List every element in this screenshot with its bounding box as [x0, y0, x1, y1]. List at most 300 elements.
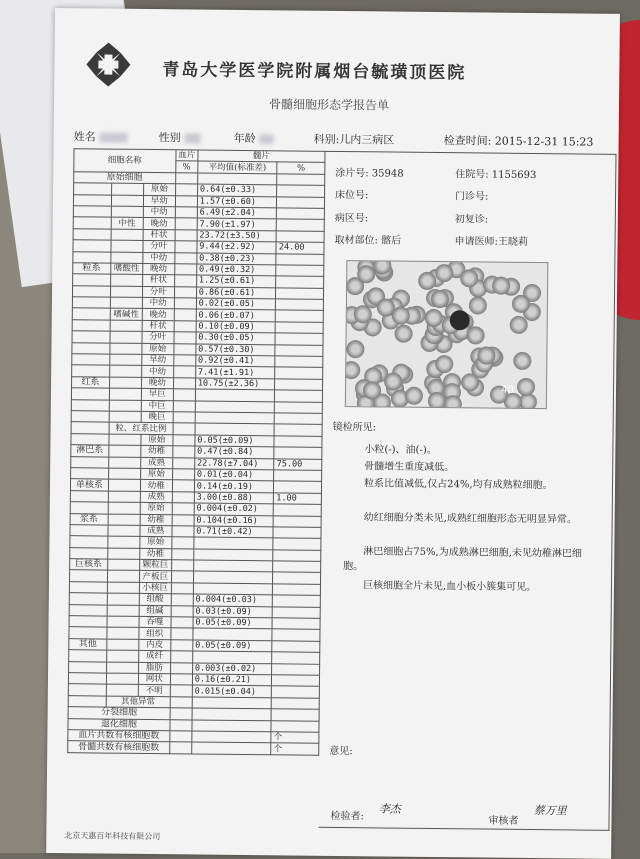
- table-cell: [276, 231, 324, 243]
- blood-pct-cell: [171, 640, 193, 652]
- blood-pct-cell: [174, 275, 196, 287]
- blood-cell: [418, 272, 436, 290]
- table-cell: 粒、红系比例: [109, 422, 173, 434]
- table-cell: [73, 274, 111, 286]
- table-cell: 血片共数有核细胞数: [68, 730, 170, 742]
- table-cell: [72, 365, 110, 377]
- table-cell: [69, 650, 107, 662]
- hospital-logo-icon: [84, 40, 133, 89]
- table-cell: [276, 310, 324, 322]
- table-cell: 9.44(±2.92): [197, 241, 277, 253]
- table-cell: [275, 379, 323, 391]
- table-cell: 脂肪: [138, 662, 170, 674]
- table-cell: [276, 288, 324, 300]
- table-cell: [197, 173, 277, 185]
- table-cell: [110, 343, 142, 355]
- table-cell: 个: [271, 743, 319, 755]
- table-cell: [107, 627, 139, 639]
- table-cell: [191, 742, 271, 754]
- slide-no: 涂片号: 35948: [335, 167, 404, 180]
- table-cell: 0.05(±0.09): [193, 640, 273, 652]
- magnification-label: 40: [501, 384, 515, 396]
- table-cell: 晚幼: [142, 309, 174, 321]
- table-cell: [107, 605, 139, 617]
- table-cell: [70, 536, 108, 548]
- blood-pct-cell: [171, 571, 193, 583]
- table-cell: 0.49(±0.32): [196, 264, 276, 276]
- table-cell: [73, 240, 111, 252]
- blood-pct-cell: [175, 230, 197, 242]
- table-cell: 嗜碱性: [110, 309, 142, 321]
- table-cell: [72, 320, 110, 332]
- table-cell: 早巨: [141, 389, 173, 401]
- finding-line: 粒系比值减低,仅占24%,均有成熟粒细胞。: [363, 478, 553, 492]
- table-cell: [195, 423, 275, 435]
- blood-pct-cell: [170, 651, 192, 663]
- table-cell: 幼稚: [140, 480, 172, 492]
- blood-cell: [357, 265, 375, 283]
- table-cell: [195, 401, 275, 413]
- table-cell: 内皮: [139, 639, 171, 651]
- table-cell: [69, 604, 107, 616]
- blood-pct-cell: [175, 184, 197, 196]
- table-cell: [109, 434, 141, 446]
- table-cell: [69, 627, 107, 639]
- blood-pct-cell: [169, 742, 191, 754]
- table-cell: [107, 639, 139, 651]
- finding-line: 幼红细胞分类未见,成熟红细胞形态无明显异常。: [363, 512, 577, 526]
- bed-no: 床位号:: [334, 189, 369, 202]
- table-cell: [108, 514, 140, 526]
- table-cell: 1.57(±0.60): [197, 196, 277, 208]
- table-cell: [110, 354, 142, 366]
- finding-line: 巨核细胞全片未见,血小板小簇集可见。: [362, 580, 537, 594]
- table-cell: [111, 229, 143, 241]
- table-cell: [70, 502, 108, 514]
- table-cell: [275, 413, 323, 425]
- table-cell: [195, 412, 275, 424]
- header-pct-marrow: %: [277, 162, 325, 174]
- table-cell: 22.78(±7.04): [194, 458, 274, 470]
- table-cell: 晚幼: [141, 377, 173, 389]
- header-blood: 血片: [176, 150, 198, 162]
- table-cell: [272, 652, 320, 664]
- table-cell: 中幼: [143, 252, 175, 264]
- table-cell: 6.49(±2.04): [197, 207, 277, 219]
- table-cell: [69, 593, 107, 605]
- blood-pct-cell: [174, 264, 196, 276]
- patient-info: [74, 128, 614, 150]
- blood-cell: [492, 277, 510, 295]
- blood-cell: [517, 378, 535, 396]
- table-cell: [275, 344, 323, 356]
- blood-pct-cell: [173, 389, 195, 401]
- table-cell: 0.38(±0.23): [197, 253, 277, 265]
- table-cell: 10.75(±2.36): [195, 378, 275, 390]
- blood-pct-cell: [174, 355, 196, 367]
- blood-pct-cell: [173, 366, 195, 378]
- table-cell: 1.25(±0.61): [196, 275, 276, 287]
- blood-pct-cell: [174, 309, 196, 321]
- table-cell: 原始: [141, 434, 173, 446]
- table-cell: 小核巨: [139, 582, 171, 594]
- opinion-label: 意见:: [329, 745, 353, 758]
- table-cell: [71, 422, 109, 434]
- blood-pct-cell: [170, 719, 192, 731]
- table-cell: 24.00: [276, 242, 324, 254]
- table-cell: 淋巴系: [71, 445, 109, 457]
- table-cell: 原始: [140, 468, 172, 480]
- table-cell: [106, 662, 138, 674]
- table-cell: [109, 411, 141, 423]
- table-cell: 晚幼: [143, 218, 175, 230]
- table-cell: 0.30(±0.05): [196, 332, 276, 344]
- table-cell: [273, 584, 321, 596]
- table-cell: 巨核系: [70, 559, 108, 571]
- blood-cell: [435, 355, 453, 373]
- table-cell: 0.47(±0.84): [195, 446, 275, 458]
- table-cell: 中幼: [143, 206, 175, 218]
- sample-site: 取材部位: 髂后: [334, 234, 402, 247]
- table-cell: 成熟: [140, 457, 172, 469]
- blood-pct-cell: [173, 435, 195, 447]
- table-cell: 杆状: [142, 320, 174, 332]
- table-cell: 幼稚: [140, 548, 172, 560]
- blood-pct-cell: [173, 423, 195, 435]
- table-cell: 7.90(±1.97): [197, 218, 277, 230]
- table-cell: [273, 595, 321, 607]
- table-cell: [273, 572, 321, 584]
- table-cell: 分叶: [143, 241, 175, 253]
- table-cell: [108, 491, 140, 503]
- header-pct-blood: %: [176, 161, 198, 173]
- table-cell: [106, 673, 138, 685]
- table-cell: [273, 538, 321, 550]
- table-cell: 0.05(±0.09): [193, 617, 273, 629]
- table-cell: [109, 377, 141, 389]
- table-cell: [273, 527, 321, 539]
- blood-pct-cell: [174, 332, 196, 344]
- table-cell: [110, 297, 142, 309]
- table-cell: 浆系: [70, 513, 108, 525]
- blood-cell: [467, 326, 485, 344]
- table-cell: 0.015(±0.04): [192, 685, 272, 697]
- report-paper: [46, 8, 620, 859]
- table-cell: [71, 433, 109, 445]
- blood-pct-cell: [171, 594, 193, 606]
- table-cell: [272, 686, 320, 698]
- blood-cell: [346, 340, 364, 358]
- table-cell: [193, 549, 273, 561]
- table-cell: 晚幼: [143, 263, 175, 275]
- table-cell: 幼稚: [140, 514, 172, 526]
- table-cell: [276, 265, 324, 277]
- table-cell: [70, 525, 108, 537]
- blood-cell: [460, 269, 478, 287]
- table-cell: 杆状: [143, 229, 175, 241]
- table-cell: [110, 331, 142, 343]
- header-mean: 平均值(标准差): [198, 161, 278, 173]
- company-name: 北京天惠百年科技有限公司: [64, 831, 161, 842]
- table-cell: [72, 308, 110, 320]
- table-cell: [272, 675, 320, 687]
- table-cell: 分叶: [142, 332, 174, 344]
- table-cell: [274, 504, 322, 516]
- table-cell: [276, 276, 324, 288]
- table-cell: 杆状: [142, 275, 174, 287]
- table-cell: [109, 366, 141, 378]
- table-cell: [69, 661, 107, 673]
- table-cell: 0.06(±0.07): [196, 309, 276, 321]
- blood-cell: [444, 395, 462, 409]
- table-row: [68, 741, 319, 755]
- blood-cell: [477, 346, 495, 364]
- table-cell: 0.14(±0.19): [194, 480, 274, 492]
- table-cell: [111, 195, 143, 207]
- table-cell: 成纤: [138, 651, 170, 663]
- blood-pct-cell: [174, 321, 196, 333]
- table-cell: [277, 185, 325, 197]
- blood-cell: [405, 387, 423, 405]
- table-cell: [274, 447, 322, 459]
- blood-cell: [510, 316, 528, 334]
- blood-cell: [377, 298, 395, 316]
- finding-line: 骨髓增生重度减低。: [364, 461, 455, 474]
- blood-pct-cell: [172, 480, 194, 492]
- ward-no: 病区号:: [334, 212, 369, 225]
- table-cell: [192, 651, 272, 663]
- table-cell: [73, 228, 111, 240]
- blood-pct-cell: [170, 662, 192, 674]
- blood-pct-cell: [171, 617, 193, 629]
- table-cell: [194, 537, 274, 549]
- table-cell: [272, 629, 320, 641]
- blood-pct-cell: [170, 731, 192, 743]
- table-cell: 成熟: [140, 525, 172, 537]
- table-cell: [111, 183, 143, 195]
- blood-pct-cell: [172, 514, 194, 526]
- table-cell: [275, 333, 323, 345]
- table-cell: [110, 274, 142, 286]
- table-cell: 个: [271, 732, 319, 744]
- table-cell: [109, 388, 141, 400]
- table-cell: [73, 194, 111, 206]
- table-cell: [69, 570, 107, 582]
- blood-pct-cell: [172, 469, 194, 481]
- table-cell: 原始: [143, 184, 175, 196]
- table-cell: 原始细胞: [74, 171, 176, 183]
- table-cell: 1.00: [274, 493, 322, 505]
- table-cell: [108, 525, 140, 537]
- table-cell: [192, 731, 272, 743]
- table-cell: [69, 582, 107, 594]
- table-cell: 中性: [111, 217, 143, 229]
- lymphocyte-cell: [450, 310, 470, 330]
- table-cell: [110, 320, 142, 332]
- table-cell: 原始: [140, 503, 172, 515]
- table-cell: [272, 641, 320, 653]
- table-cell: 粒系: [73, 263, 111, 275]
- blood-pct-cell: [171, 583, 193, 595]
- table-cell: 7.41(±1.91): [195, 366, 275, 378]
- table-cell: 组酸: [139, 594, 171, 606]
- blood-cell: [512, 295, 530, 313]
- table-cell: 0.01(±0.04): [194, 469, 274, 481]
- table-cell: [275, 401, 323, 413]
- clinic-no: 门诊号:: [454, 191, 489, 203]
- table-cell: [195, 389, 275, 401]
- table-cell: [192, 697, 272, 709]
- table-cell: [72, 354, 110, 366]
- blood-pct-cell: [171, 628, 193, 640]
- table-cell: [71, 456, 109, 468]
- blood-pct-cell: [175, 195, 197, 207]
- table-cell: 吞噬: [139, 616, 171, 628]
- table-cell: 退化细胞: [68, 718, 170, 730]
- header-cell-name: 细胞名称: [74, 149, 176, 173]
- table-cell: 0.57(±0.30): [196, 344, 276, 356]
- table-cell: [71, 399, 109, 411]
- dept-field: 科别:儿内三病区: [313, 132, 395, 147]
- table-cell: 嗜酸性: [111, 263, 143, 275]
- table-cell: [107, 559, 139, 571]
- table-cell: [68, 695, 106, 707]
- table-cell: 0.104(±0.16): [194, 514, 274, 526]
- table-cell: 75.00: [274, 458, 322, 470]
- exam-time: 检查时间: 2015-12-31 15:23: [443, 134, 594, 149]
- table-cell: [193, 571, 273, 583]
- microscope-image: [345, 260, 549, 409]
- blood-pct-cell: [171, 560, 193, 572]
- table-cell: 早幼: [142, 354, 174, 366]
- table-cell: [106, 684, 138, 696]
- table-cell: [107, 582, 139, 594]
- blood-pct-cell: [172, 537, 194, 549]
- table-cell: [277, 219, 325, 231]
- table-cell: [72, 297, 110, 309]
- table-cell: [193, 583, 273, 595]
- table-cell: [276, 322, 324, 334]
- table-cell: [74, 183, 112, 195]
- blood-cell: [425, 309, 443, 327]
- table-cell: [109, 400, 141, 412]
- findings-title: 镜检所见:: [332, 421, 377, 434]
- table-cell: 原始: [140, 537, 172, 549]
- table-cell: 成熟: [140, 491, 172, 503]
- reviewer-label: 审核者: [488, 815, 519, 827]
- table-cell: [68, 684, 106, 696]
- table-cell: 0.92(±0.41): [196, 355, 276, 367]
- table-cell: 不明: [138, 685, 170, 697]
- table-cell: [107, 650, 139, 662]
- table-cell: 中幼: [142, 298, 174, 310]
- blood-pct-cell: [175, 218, 197, 230]
- blood-pct-cell: [173, 378, 195, 390]
- table-cell: 分裂细胞: [68, 707, 170, 719]
- finding-line: 小粒(-)、油(-)。: [364, 444, 437, 457]
- sex-field: 性别: [159, 129, 201, 145]
- table-cell: [276, 299, 324, 311]
- reviewer-signature: 蔡万里: [533, 804, 567, 818]
- report-title: 骨髓细胞形态学报告单: [268, 97, 390, 113]
- table-cell: [70, 547, 108, 559]
- table-cell: [192, 720, 272, 732]
- table-cell: 原始: [142, 343, 174, 355]
- table-cell: 0.004(±0.03): [193, 594, 273, 606]
- table-cell: [72, 331, 110, 343]
- table-cell: [71, 468, 109, 480]
- table-cell: [72, 342, 110, 354]
- blood-pct-cell: [173, 446, 195, 458]
- table-cell: 0.16(±0.21): [192, 674, 272, 686]
- blood-pct-cell: [170, 674, 192, 686]
- table-cell: 组碱: [139, 605, 171, 617]
- blood-cell: [384, 372, 402, 390]
- blood-pct-cell: [172, 457, 194, 469]
- admission-no: 住院号: 1155693: [455, 169, 537, 182]
- name-field: 姓名: [74, 128, 128, 145]
- table-cell: 晚巨: [141, 411, 173, 423]
- blood-pct-cell: [172, 503, 194, 515]
- cell-count-table: [67, 148, 325, 755]
- blood-pct-cell: [170, 708, 192, 720]
- blood-pct-cell: [172, 526, 194, 538]
- blood-pct-cell: [174, 286, 196, 298]
- table-cell: 中巨: [141, 400, 173, 412]
- table-cell: [111, 206, 143, 218]
- table-cell: [108, 548, 140, 560]
- table-cell: [109, 445, 141, 457]
- visit-type: 初复诊:: [454, 214, 489, 226]
- table-cell: 0.64(±0.33): [197, 184, 277, 196]
- table-cell: 红系: [72, 377, 110, 389]
- table-cell: [192, 708, 272, 720]
- table-cell: [271, 709, 319, 721]
- table-cell: 分叶: [142, 286, 174, 298]
- table-cell: [277, 196, 325, 208]
- table-cell: [68, 673, 106, 685]
- table-cell: 网状: [138, 673, 170, 685]
- blood-cell: [435, 264, 453, 282]
- table-cell: [108, 468, 140, 480]
- blood-cell: [513, 352, 531, 370]
- blood-pct-cell: [172, 491, 194, 503]
- blood-cell: [469, 296, 487, 314]
- blood-cell: [354, 305, 372, 323]
- blood-pct-cell: [175, 241, 197, 253]
- table-cell: [274, 436, 322, 448]
- age-field: 年龄: [234, 130, 274, 146]
- table-cell: [273, 515, 321, 527]
- table-cell: 颗粒巨: [139, 559, 171, 571]
- table-cell: [272, 618, 320, 630]
- table-cell: [273, 606, 321, 618]
- table-cell: 3.00(±0.88): [194, 492, 274, 504]
- blood-cell: [431, 290, 449, 308]
- table-cell: 0.86(±0.61): [196, 287, 276, 299]
- table-cell: [277, 208, 325, 220]
- blood-pct-cell: [173, 412, 195, 424]
- table-cell: [271, 720, 319, 732]
- table-cell: 0.03(±0.09): [193, 606, 273, 618]
- table-cell: 组织: [139, 628, 171, 640]
- blood-pct-cell: [170, 685, 192, 697]
- table-cell: [73, 217, 111, 229]
- table-cell: 其他: [69, 638, 107, 650]
- table-cell: 产板巨: [139, 571, 171, 583]
- table-cell: [275, 356, 323, 368]
- report-right-panel: [318, 151, 616, 831]
